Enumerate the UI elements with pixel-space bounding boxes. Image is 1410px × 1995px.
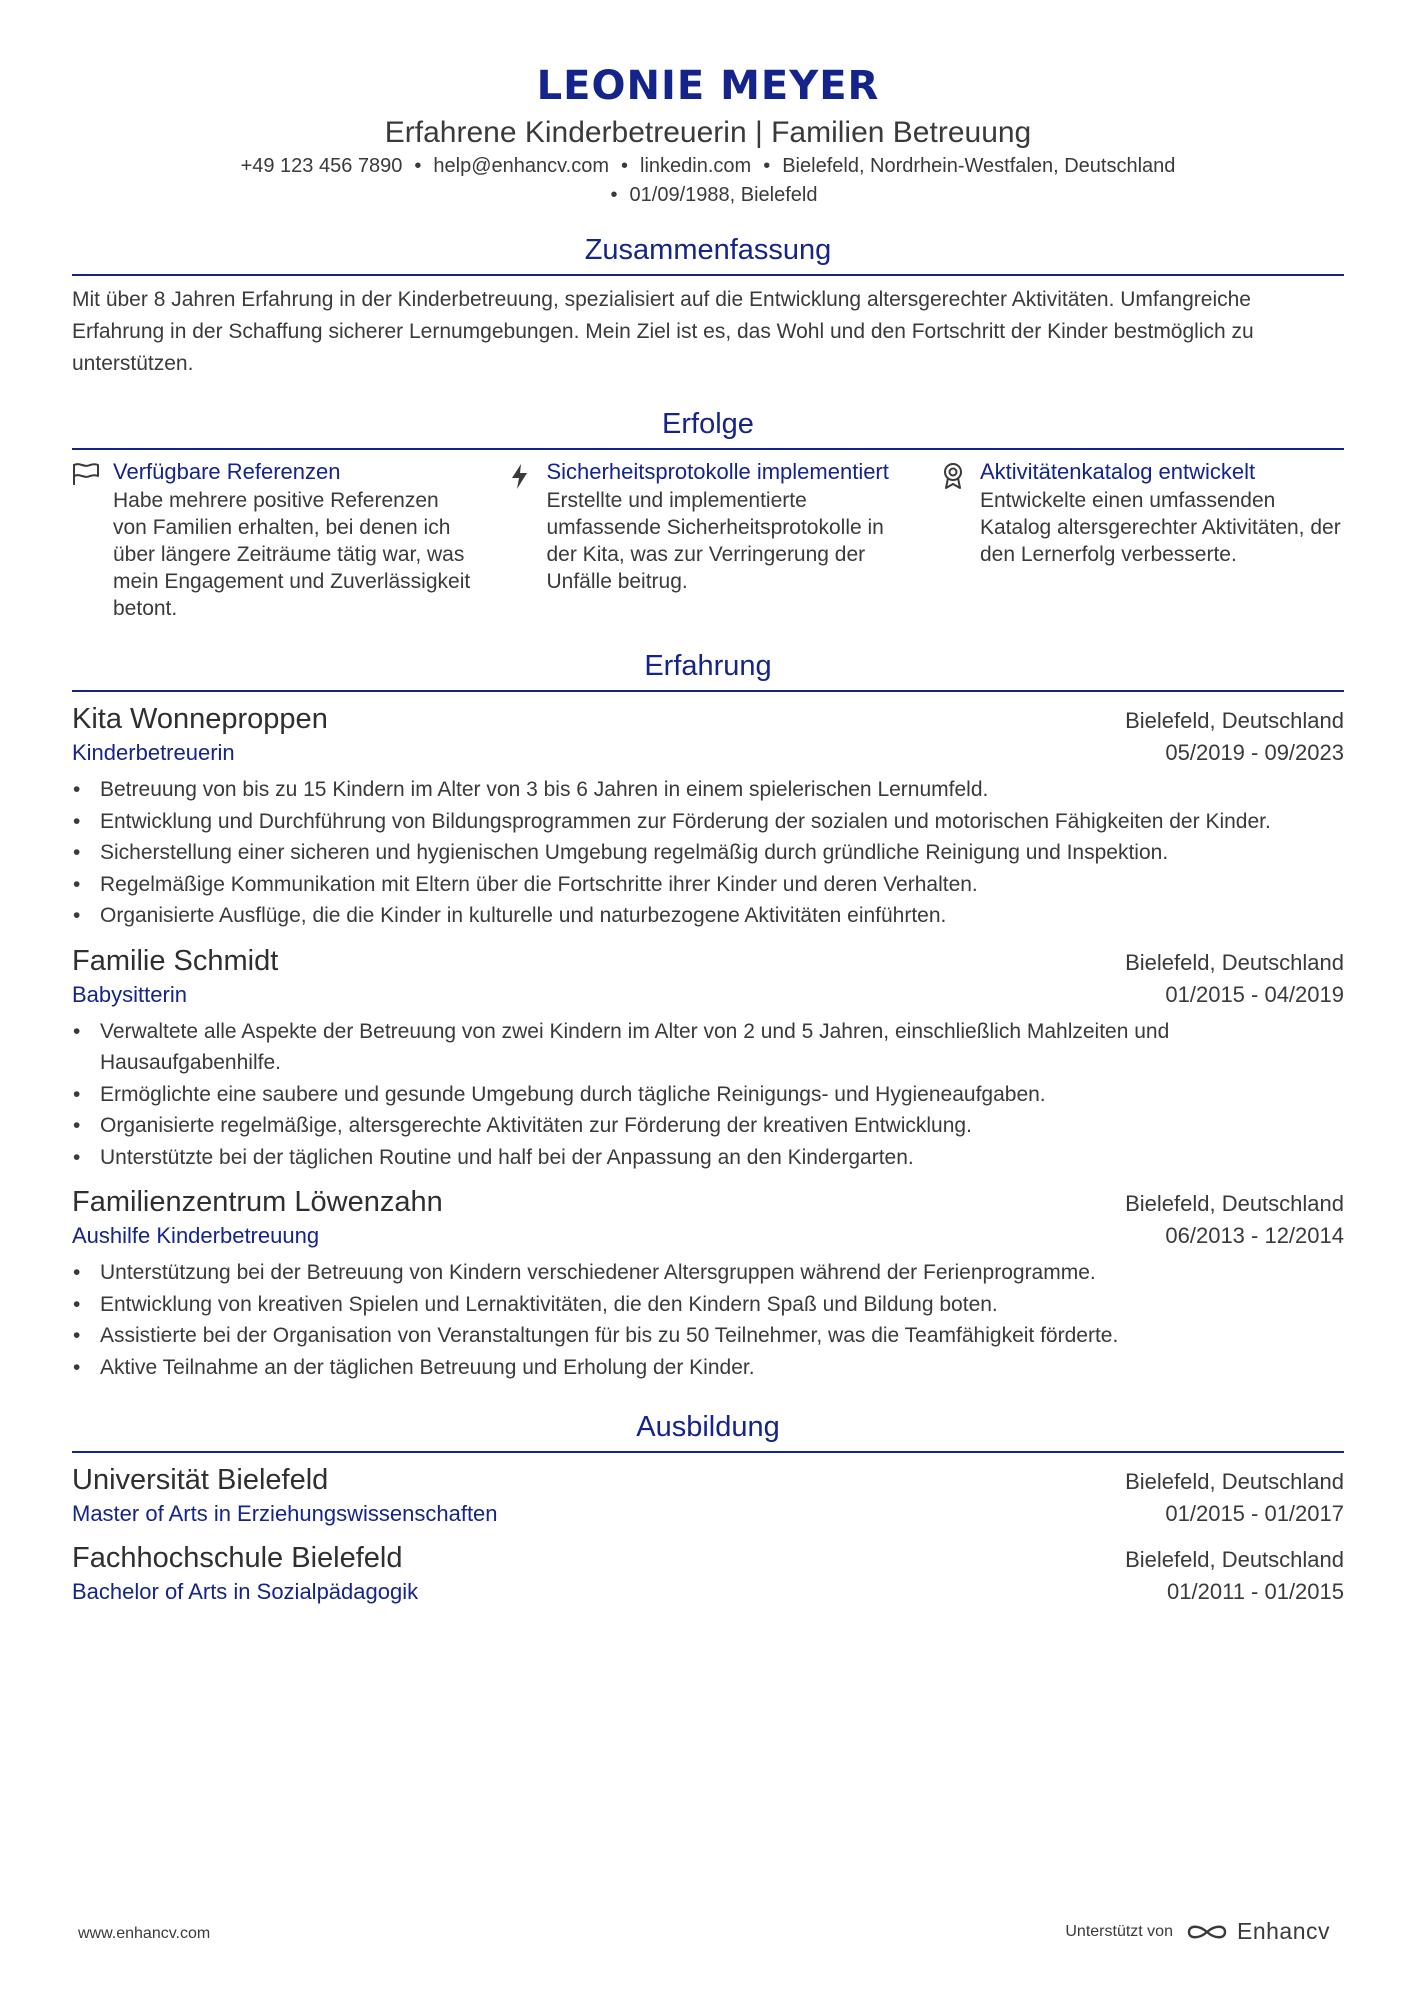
education-dates: 01/2011 - 01/2015: [1167, 1579, 1344, 1604]
summary-text: Mit über 8 Jahren Erfahrung in der Kinderbetreuung, spezialisiert auf die Entwicklung altersgerechter Aktivitäten. Umfangreiche Erfahrung in der Schaffung sicherer Lernumgebungen. Mein Ziel ist es, das Wohl und den Fortschritt der Kinder bestmöglich zu unterstützen.: [72, 288, 1254, 375]
lightning-icon: [506, 458, 534, 622]
bullet-item: • Sicherstellung einer sicheren und hygienischen Umgebung regelmäßig durch gründliche Reinigung und Inspektion.: [100, 837, 1344, 869]
section-title-education: Ausbildung: [72, 1409, 1344, 1453]
experience-entry: [72, 700, 1344, 932]
education-section: [72, 1409, 1344, 1607]
candidate-name: LEONIE MEYER: [536, 63, 880, 109]
bullet-item: • Verwaltete alle Aspekte der Betreuung von zwei Kindern im Alter von 2 und 5 Jahren, einschließlich Mahlzeiten und Hausaufgabenhilfe.: [100, 1016, 1344, 1079]
experience-dates: 05/2019 - 09/2023: [1165, 740, 1344, 765]
education-institution: Universität Bielefeld: [72, 1464, 329, 1496]
achievement-title: Verfügbare Referenzen: [113, 459, 341, 484]
experience-section: [72, 648, 1344, 1383]
experience-org: Kita Wonneproppen: [72, 703, 328, 735]
powered-by-label: Unterstützt von: [1065, 1922, 1173, 1940]
achievement-item: [72, 458, 477, 622]
contact-line-2: [72, 181, 1344, 210]
bullet-item: • Entwicklung von kreativen Spielen und Lernaktivitäten, die den Kindern Spaß und Bildung boten.: [100, 1289, 1344, 1321]
experience-location: Bielefeld, Deutschland: [1125, 708, 1344, 733]
bullet-item: • Ermöglichte eine saubere und gesunde Umgebung durch tägliche Reinigungs- und Hygieneaufgaben.: [100, 1079, 1344, 1111]
bullet-item: • Unterstützte bei der täglichen Routine und half bei der Anpassung an den Kindergarten.: [100, 1142, 1344, 1174]
experience-location: Bielefeld, Deutschland: [1125, 1191, 1344, 1216]
section-title-summary: Zusammenfassung: [72, 232, 1344, 276]
separator-dot: •: [763, 155, 771, 177]
experience-role: Aushilfe Kinderbetreuung: [72, 1223, 320, 1248]
achievement-title: Aktivitätenkatalog entwickelt: [980, 459, 1256, 484]
resume-page: [72, 58, 1344, 1607]
achievement-item: [939, 458, 1344, 622]
achievement-desc: Entwickelte einen umfassenden Katalog altersgerechter Aktivitäten, der den Lernerfolg verbesserte.: [980, 489, 1341, 566]
education-location: Bielefeld, Deutschland: [1125, 1547, 1344, 1572]
footer-powered-by: [1065, 1918, 1330, 1945]
experience-entry: [72, 1183, 1344, 1383]
bullet-item: • Assistierte bei der Organisation von Veranstaltungen für bis zu 50 Teilnehmer, was die Teamfähigkeit förderte.: [100, 1320, 1344, 1352]
bullet-item: • Betreuung von bis zu 15 Kindern im Alter von 3 bis 6 Jahren in einem spielerischen Lernumfeld.: [100, 774, 1344, 806]
achievement-desc: Habe mehrere positive Referenzen von Familien erhalten, bei denen ich über längere Zeiträume tätig war, was mein Engagement und Zuverlässigkeit betont.: [113, 489, 471, 620]
achievement-desc: Erstellte und implementierte umfassende Sicherheitsprotokolle in der Kita, was zur Verringerung der Unfälle beitrug.: [546, 489, 884, 593]
separator-dot: •: [610, 184, 618, 206]
achievements-grid: [72, 458, 1344, 622]
experience-location: Bielefeld, Deutschland: [1125, 949, 1344, 975]
bullet-item: • Organisierte regelmäßige, altersgerechte Aktivitäten zur Förderung der kreativen Entwicklung.: [100, 1110, 1344, 1142]
achievement-title: Sicherheitsprotokolle implementiert: [546, 459, 889, 484]
bullet-item: • Unterstützung bei der Betreuung von Kindern verschiedener Altersgruppen während der Ferienprogramme.: [100, 1257, 1344, 1289]
footer-website[interactable]: www.enhancv.com: [78, 1925, 211, 1942]
candidate-headline: Erfahrene Kinderbetreuerin | Familien Betreuung: [384, 116, 1032, 149]
education-location: Bielefeld, Deutschland: [1125, 1469, 1344, 1494]
bullet-item: • Regelmäßige Kommunikation mit Eltern über die Fortschritte ihrer Kinder und deren Verhalten.: [100, 869, 1344, 901]
education-degree: Master of Arts in Erziehungswissenschaften: [72, 1501, 498, 1526]
experience-role: Kinderbetreuerin: [72, 740, 235, 765]
experience-org: Familienzentrum Löwenzahn: [72, 1186, 443, 1218]
bullet-item: • Aktive Teilnahme an der täglichen Betreuung und Erholung der Kinder.: [100, 1352, 1344, 1384]
education-entry: [72, 1539, 1344, 1607]
experience-dates: 06/2013 - 12/2014: [1165, 1223, 1344, 1248]
separator-dot: •: [621, 155, 629, 177]
section-title-achievements: Erfolge: [72, 406, 1344, 450]
contact-email[interactable]: help@enhancv.com: [433, 155, 610, 177]
separator-dot: •: [414, 155, 422, 177]
contact-line: [72, 152, 1344, 181]
experience-entry: [72, 942, 1344, 1174]
experience-bullets: [72, 1016, 1344, 1174]
experience-role: Babysitterin: [72, 981, 187, 1007]
award-icon: [939, 458, 967, 622]
contact-phone: +49 123 456 7890: [240, 155, 403, 177]
enhancv-logo-icon: [1185, 1921, 1229, 1943]
experience-dates: 01/2015 - 04/2019: [1165, 981, 1344, 1007]
education-dates: 01/2015 - 01/2017: [1165, 1501, 1344, 1526]
achievements-section: [72, 406, 1344, 622]
flag-icon: [72, 458, 100, 622]
summary-section: [72, 232, 1344, 380]
section-title-experience: Erfahrung: [72, 648, 1344, 692]
contact-location: Bielefeld, Nordrhein-Westfalen, Deutschland: [782, 155, 1176, 177]
contact-linkedin[interactable]: linkedin.com: [640, 155, 752, 177]
education-degree: Bachelor of Arts in Sozialpädagogik: [72, 1579, 419, 1604]
bullet-item: • Entwicklung und Durchführung von Bildungsprogrammen zur Förderung der sozialen und motorischen Fähigkeiten der Kinder.: [100, 806, 1344, 838]
experience-bullets: [72, 774, 1344, 932]
experience-bullets: [72, 1257, 1344, 1383]
achievement-item: [506, 458, 911, 622]
contact-birth: 01/09/1988, Bielefeld: [629, 184, 818, 206]
education-entry: [72, 1461, 1344, 1529]
bullet-item: • Organisierte Ausflüge, die die Kinder in kulturelle und naturbezogene Aktivitäten einführten.: [100, 900, 1344, 932]
brand-name: Enhancv: [1236, 1918, 1330, 1944]
education-institution: Fachhochschule Bielefeld: [72, 1542, 403, 1574]
experience-org: Familie Schmidt: [72, 944, 279, 977]
